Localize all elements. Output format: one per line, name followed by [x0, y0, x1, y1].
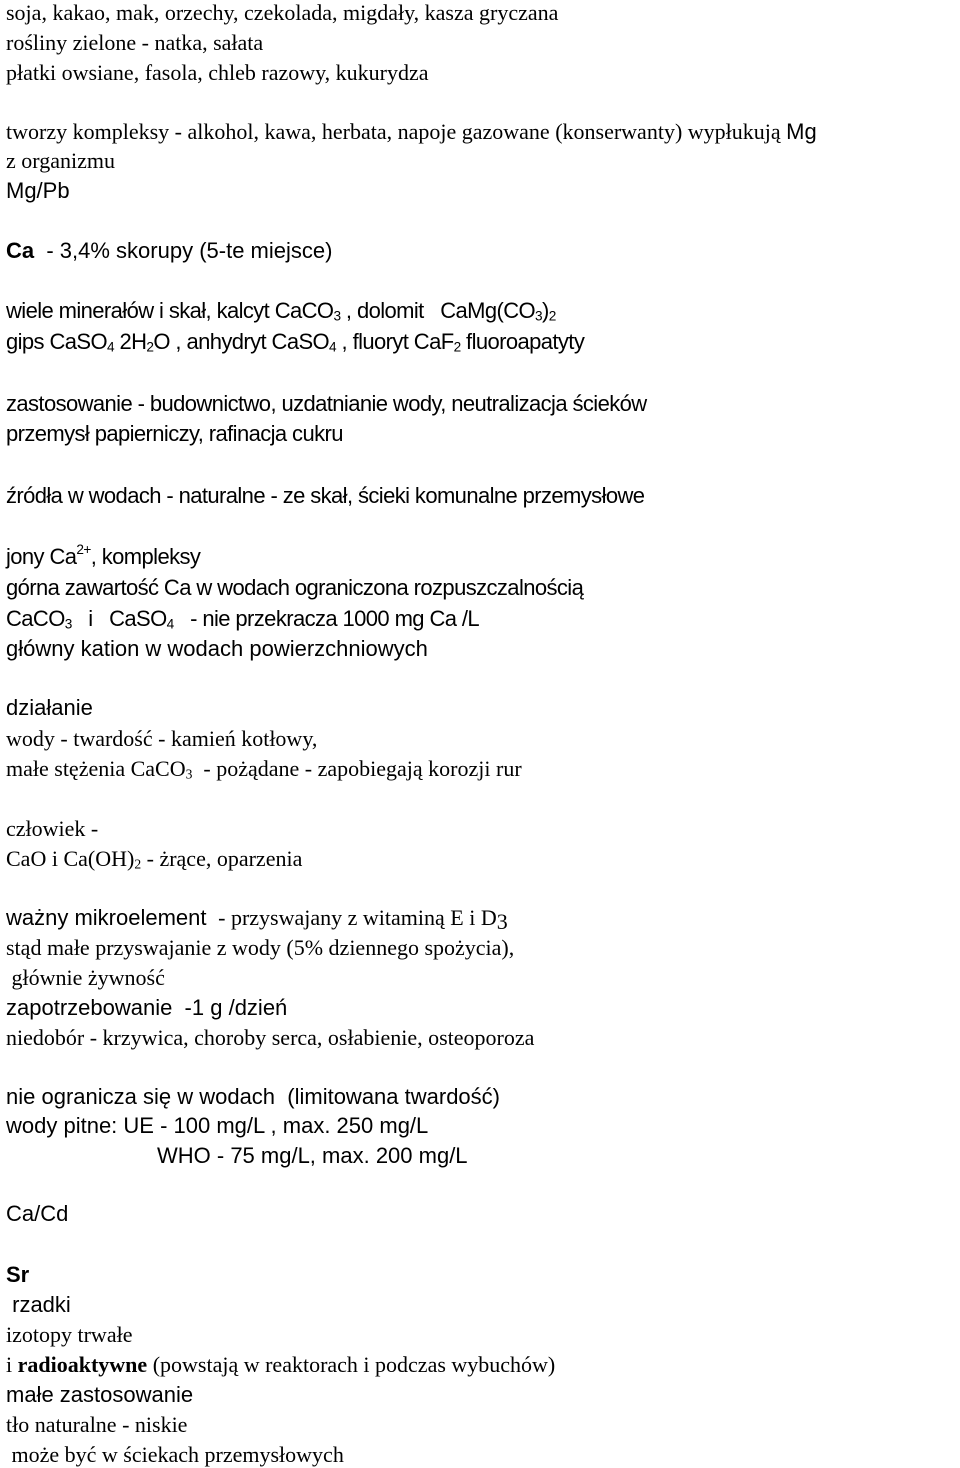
formula-line: CaCO$_3$ i CaSO$_4$ - nie przekracza 1000 mg Ca /L — [6, 606, 480, 632]
formula-line: wiele minerałów i skał, kalcyt CaCO$_3$ , dolomit $CaMg(CO_3)_2$ — [6, 298, 556, 324]
text-line: głównie żywność — [6, 965, 165, 990]
formula-line: gips CaSO$_4$ $2H_2O$ , anhydryt CaSO$_4$ , fluoryt CaF$_2$ fluoroapatyty — [6, 329, 585, 355]
text-line: z organizmu — [6, 148, 115, 173]
text-line: niedobór - krzywica, choroby serca, osłabienie, osteoporoza — [6, 1025, 535, 1050]
text-line: wody - twardość - kamień kotłowy, — [6, 726, 318, 751]
text-line: zapotrzebowanie -1 g /dzień — [6, 995, 288, 1020]
text-line: i radioaktywne (powstają w reaktorach i podczas wybuchów) — [6, 1352, 556, 1377]
text-line: Mg/Pb — [6, 178, 70, 203]
text-line: tło naturalne - niskie — [6, 1412, 188, 1437]
text-line: przemysł papierniczy, rafinacja cukru — [6, 421, 343, 446]
text-line: Ca/Cd — [6, 1201, 69, 1226]
section-heading-line: Ca - 3,4% skorupy (5-te miejsce) — [6, 238, 333, 263]
text-line: WHO - 75 mg/L, max. 200 mg/L — [157, 1143, 468, 1168]
text-line: małe zastosowanie — [6, 1382, 194, 1407]
text-line: rośliny zielone - natka, sałata — [6, 30, 264, 55]
text-line: nie ogranicza się w wodach (limitowana twardość) — [6, 1084, 500, 1109]
section-heading: Sr — [6, 1262, 30, 1287]
text-line: rzadki — [6, 1292, 71, 1317]
text-line: izotopy trwałe — [6, 1322, 133, 1347]
text-line: stąd małe przyswajanie z wody (5% dziennego spożycia), — [6, 935, 515, 960]
formula-line: małe stężenia CaCO$_3$ - pożądane - zapobiegają korozji rur — [6, 756, 522, 782]
text-line: jony $Ca^{2+}$, kompleksy — [6, 541, 201, 569]
formula-line: CaO i $Ca(OH)_2$ - żrące, oparzenia — [6, 846, 303, 872]
text-line: tworzy kompleksy - alkohol, kawa, herbata, napoje gazowane (konserwanty) wypłukują Mg — [6, 119, 817, 144]
text-line: soja, kakao, mak, orzechy, czekolada, migdały, kasza gryczana — [6, 0, 559, 25]
text-line: ważny mikroelement - przyswajany z witaminą E i $D_3$ — [6, 905, 508, 934]
text-line: może być w ściekach przemysłowych — [6, 1442, 344, 1467]
text-line: główny kation w wodach powierzchniowych — [6, 636, 428, 661]
text-line: człowiek - — [6, 816, 99, 841]
text-line: działanie — [6, 695, 93, 720]
text-line: wody pitne: UE - 100 mg/L , max. 250 mg/L — [6, 1113, 429, 1138]
text-line: źródła w wodach - naturalne - ze skał, ścieki komunalne przemysłowe — [6, 483, 645, 508]
text-line: zastosowanie - budownictwo, uzdatnianie wody, neutralizacja ścieków — [6, 391, 647, 416]
text-line: płatki owsiane, fasola, chleb razowy, kukurydza — [6, 60, 429, 85]
text-line: górna zawartość Ca w wodach ograniczona rozpuszczalnością — [6, 575, 584, 600]
